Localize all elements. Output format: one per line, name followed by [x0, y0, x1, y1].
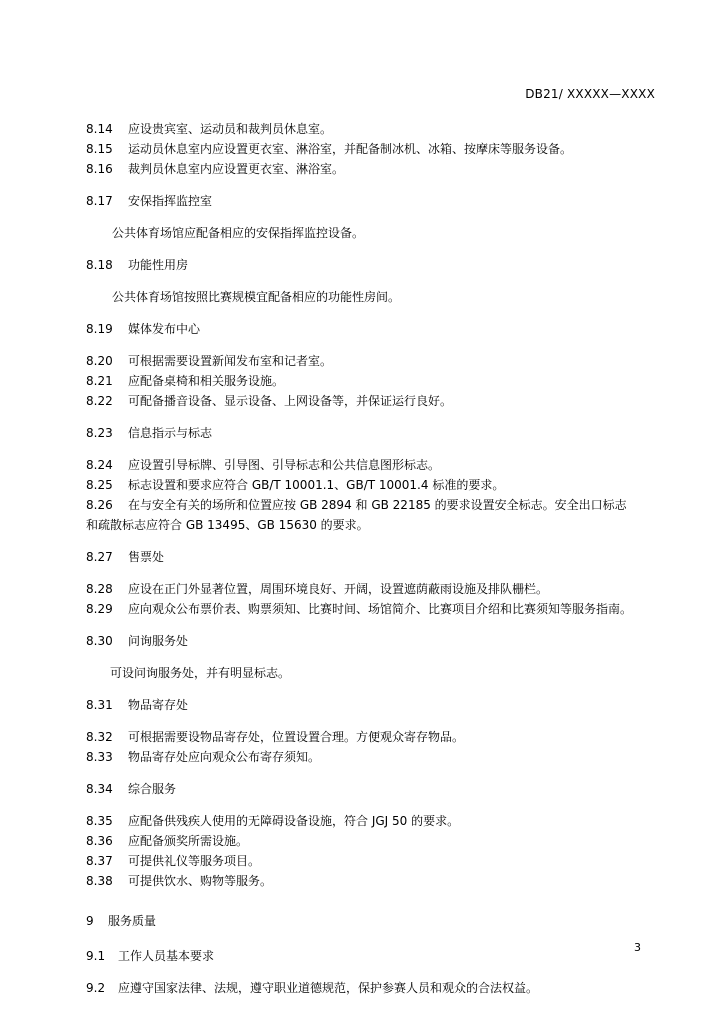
clause-8-17-heading	[86, 191, 658, 211]
clause-text: 可配备播音设备、显示设备、上网设备等，并保证运行良好。	[128, 394, 453, 408]
clause-8-27-heading	[86, 547, 658, 567]
document-body	[86, 119, 658, 998]
clause-text: 应设贵宾室、运动员和裁判员休息室。	[128, 122, 333, 136]
clause-text: 可提供饮水、购物等服务。	[128, 874, 273, 888]
clause-number: 8.27	[86, 550, 113, 564]
clause-number: 8.17	[86, 194, 113, 208]
clause-8-21	[86, 371, 658, 391]
clause-number: 8.19	[86, 322, 113, 336]
clause-number: 8.36	[86, 834, 113, 848]
clause-text: 应设置引导标牌、引导图、引导标志和公共信息图形标志。	[128, 458, 441, 472]
clause-text: 应配备颁奖所需设施。	[128, 834, 249, 848]
clause-number: 8.16	[86, 162, 113, 176]
clause-number: 8.18	[86, 258, 113, 272]
clause-number: 8.29	[86, 602, 113, 616]
clause-8-23-heading	[86, 423, 658, 443]
clause-text: 应配备桌椅和相关服务设施。	[128, 374, 285, 388]
clause-number: 8.15	[86, 142, 113, 156]
clause-number: 8.20	[86, 354, 113, 368]
paragraph-8-18: 公共体育场馆按照比赛规模宜配备相应的功能性房间。	[112, 290, 401, 304]
clause-text: 可根据需要设置新闻发布室和记者室。	[128, 354, 333, 368]
clause-8-33	[86, 747, 658, 767]
clause-number: 8.38	[86, 874, 113, 888]
clause-number: 8.33	[86, 750, 113, 764]
clause-heading: 综合服务	[128, 782, 177, 796]
clause-heading: 功能性用房	[128, 258, 189, 272]
clause-8-25	[86, 475, 658, 495]
clause-text: 物品寄存处应向观众公布寄存须知。	[128, 750, 321, 764]
clause-number: 8.14	[86, 122, 113, 136]
clause-heading: 问询服务处	[128, 634, 189, 648]
clause-heading: 工作人员基本要求	[118, 949, 215, 963]
clause-8-22	[86, 391, 658, 411]
clause-number: 8.31	[86, 698, 113, 712]
clause-text: 应向观众公布票价表、购票须知、比赛时间、场馆简介、比赛项目介绍和比赛须知等服务指南。	[128, 602, 633, 616]
clause-8-24	[86, 455, 658, 475]
clause-number: 8.26	[86, 498, 113, 512]
clause-text: 可根据需要设物品寄存处，位置设置合理。方便观众寄存物品。	[128, 730, 465, 744]
clause-heading: 安保指挥监控室	[128, 194, 213, 208]
standard-code-header: DB21/ XXXXX—XXXX	[525, 87, 655, 101]
clause-8-20	[86, 351, 658, 371]
page-number: 3	[634, 941, 641, 954]
clause-number: 8.35	[86, 814, 113, 828]
clause-9-1-heading	[86, 946, 658, 966]
clause-9-2	[86, 978, 658, 998]
clause-heading: 物品寄存处	[128, 698, 189, 712]
clause-number: 8.24	[86, 458, 113, 472]
clause-text: 应设在正门外显著位置，周围环境良好、开阔，设置遮荫蔽雨设施及排队栅栏。	[128, 582, 549, 596]
clause-number: 9.1	[86, 949, 106, 963]
clause-8-34-heading	[86, 779, 658, 799]
section-heading: 服务质量	[108, 914, 157, 928]
clause-heading: 售票处	[128, 550, 165, 564]
clause-number: 8.30	[86, 634, 113, 648]
clause-8-28	[86, 579, 658, 599]
clause-number: 9.2	[86, 981, 106, 995]
section-number: 9	[86, 914, 94, 928]
paragraph-8-17: 公共体育场馆应配备相应的安保指挥监控设备。	[112, 226, 365, 240]
clause-heading: 媒体发布中心	[128, 322, 201, 336]
clause-text: 可提供礼仪等服务项目。	[128, 854, 261, 868]
clause-8-30-heading	[86, 631, 658, 651]
clause-number: 8.34	[86, 782, 113, 796]
clause-8-35	[86, 811, 658, 831]
clause-8-38	[86, 871, 658, 891]
paragraph-8-30: 可设问询服务处，并有明显标志。	[110, 666, 291, 680]
clause-number: 8.25	[86, 478, 113, 492]
clause-8-14	[86, 119, 658, 139]
section-9-heading	[86, 911, 658, 931]
clause-8-18-heading	[86, 255, 658, 275]
clause-number: 8.22	[86, 394, 113, 408]
clause-text: 在与安全有关的场所和位置应按 GB 2894 和 GB 22185 的要求设置安全标志。安全出口标志	[128, 498, 627, 512]
clause-number: 8.21	[86, 374, 113, 388]
clause-8-31-heading	[86, 695, 658, 715]
clause-number: 8.28	[86, 582, 113, 596]
clause-8-26	[86, 495, 658, 515]
clause-text: 运动员休息室内应设置更衣室、淋浴室，并配备制冰机、冰箱、按摩床等服务设备。	[128, 142, 573, 156]
clause-8-26-continuation: 和疏散标志应符合 GB 13495、GB 15630 的要求。	[86, 518, 369, 532]
clause-8-15	[86, 139, 658, 159]
clause-8-16	[86, 159, 658, 179]
clause-heading: 信息指示与标志	[128, 426, 213, 440]
clause-8-19-heading	[86, 319, 658, 339]
clause-number: 8.37	[86, 854, 113, 868]
clause-text: 裁判员休息室内应设置更衣室、淋浴室。	[128, 162, 345, 176]
clause-8-37	[86, 851, 658, 871]
clause-number: 8.32	[86, 730, 113, 744]
clause-8-32	[86, 727, 658, 747]
clause-text: 应遵守国家法律、法规，遵守职业道德规范，保护参赛人员和观众的合法权益。	[118, 981, 539, 995]
clause-8-36	[86, 831, 658, 851]
clause-8-29	[86, 599, 658, 619]
clause-text: 应配备供残疾人使用的无障碍设备设施，符合 JGJ 50 的要求。	[128, 814, 460, 828]
clause-number: 8.23	[86, 426, 113, 440]
clause-text: 标志设置和要求应符合 GB/T 10001.1、GB/T 10001.4 标准的要求。	[128, 478, 505, 492]
